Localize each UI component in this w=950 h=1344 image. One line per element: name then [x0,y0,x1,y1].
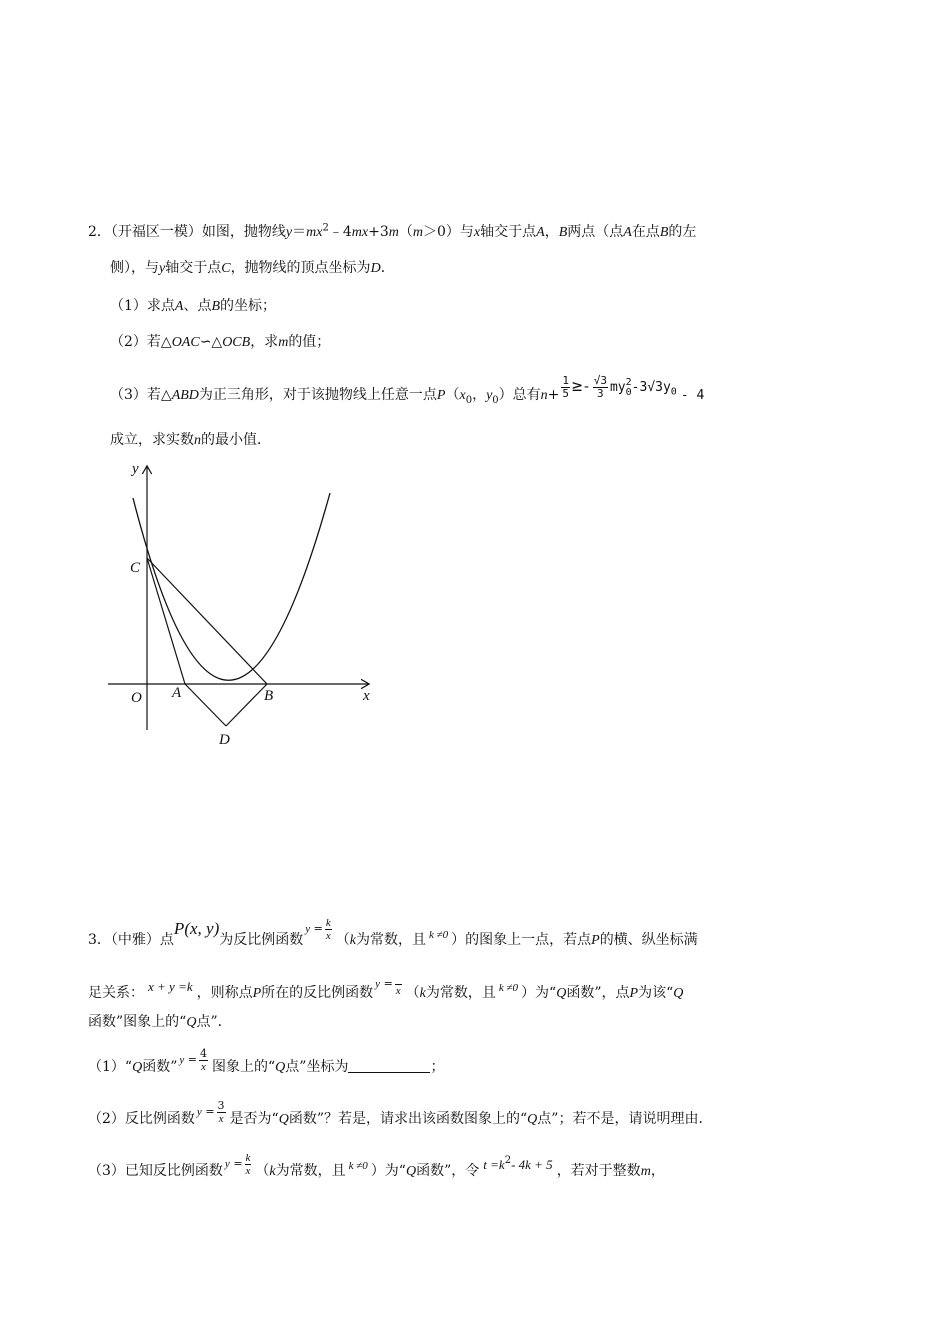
q2-line2: 侧），与y轴交于点C，抛物线的顶点坐标为D． [110,260,395,276]
parabola-figure [100,455,400,755]
label-D: D [219,732,230,748]
q3-sub1: （1）“Q函数” $^{y = \frac{4}{x}}$ 图象上的“Q点”坐标为 ； [88,1046,445,1075]
q2-part2: （2）若△OAC∽△OCB，求m的值； [110,334,331,350]
label-x: x [363,688,370,704]
q2-part3: （3）若△ABD为正三角形，对于该抛物线上任意一点$P(x_0$，$y_0$）总有n+ $\frac{1}{5}$ ≥- $\frac{√3}{3}$ my 2 0 $-3√3y_0 - 4$ [110,373,705,406]
fraction-sqrt3-3: $\frac{√3}{3}$ [593,373,607,400]
segment-CB [147,558,267,684]
label-B: B [264,688,274,704]
segment-DB [226,684,267,726]
fraction-1-5: $\frac{1}{5}$ [562,373,570,400]
segment-AD [185,684,226,726]
q2-part3-end: 成立，求实数n的最小值． [110,432,271,448]
q3-number: 3． [88,932,111,948]
q3-sub3: （3）已知反比例函数 $^{y = \frac{k}{x}}$ （k为常数，且 $^{k \ne 0}$ ）为“Q函数”，令 $t =k^2-$ 4k + 5 ，若对于整数m， [88,1151,665,1179]
q2-part1: （1）求点A、点B的坐标； [110,298,277,314]
parabola-curve [133,493,330,680]
q3-line1: 3．（中雅）点P(x, y)为反比例函数$^{y = \frac{k}{x}}$ （k为常数，且 $^{k \ne 0}$ ）的图象上一点，若点P的横、纵坐标满 [88,916,698,948]
q2-line1: 2．（开福区一模）如图，抛物线$y=mx^2﹣4mx+3m(m>0)$与x轴交于点A，B两点（点A在点B的左 [88,222,697,240]
answer-blank[interactable] [348,1058,430,1073]
label-O: O [131,690,142,706]
label-A: A [172,685,182,701]
q3-line3: 函数”图象上的“Q点”． [88,1014,232,1030]
q2-number: 2． [88,224,111,240]
label-C: C [130,560,141,576]
q3-line2: 足关系： x + y =k ，则称点P所在的反比例函数$^{y = \frac{k}{x}}$ （k为常数，且 $^{k \ne 0}$ ）为“Q函数”，点P为该“Q [88,971,684,1001]
q3-sub2: （2）反比例函数 $^{y = \frac{3}{x}}$ 是否为“Q函数”？若是，请求出该函数图象上的“Q点”；若不是，请说明理由． [88,1098,713,1127]
label-y: y [132,461,139,477]
segment-CA [147,558,185,684]
